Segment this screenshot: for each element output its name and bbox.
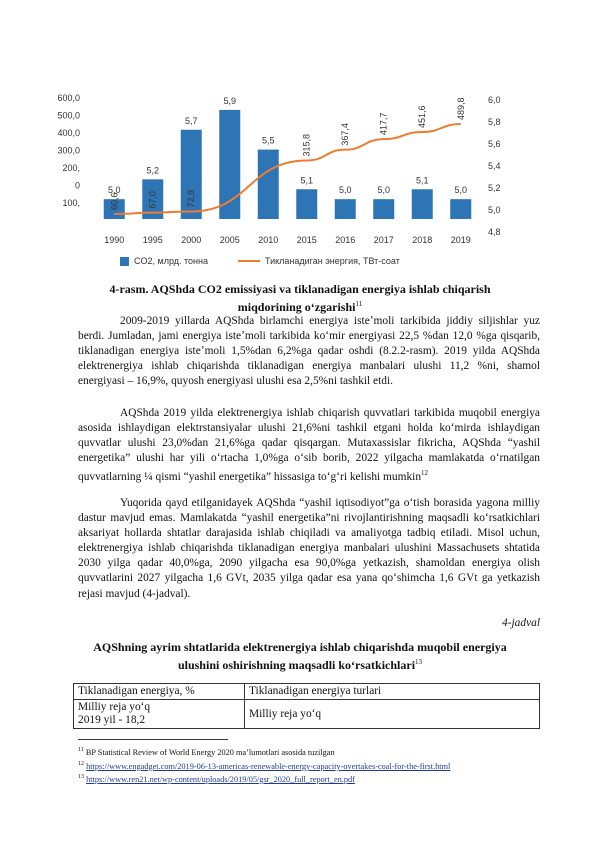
chart-bar	[258, 150, 279, 219]
line-series-renewable	[114, 124, 461, 214]
y-right-tick-label: 5,2	[488, 183, 501, 193]
y-left-tick-label: 100,	[62, 198, 80, 208]
bar-data-label: 5,0	[338, 185, 352, 196]
x-tick-label: 2010	[258, 235, 279, 245]
bar-data-label: 5,9	[223, 95, 237, 106]
y-left-tick-label: 300,0	[57, 145, 80, 156]
x-tick-label: 1995	[142, 235, 163, 245]
y-left-tick-label: 200,	[62, 163, 80, 173]
table-row	[74, 700, 540, 729]
footnote-number: 13	[78, 774, 84, 780]
chart-bar	[373, 199, 394, 219]
bar-data-label: 5,5	[261, 135, 275, 146]
line-data-label: 417,7	[378, 112, 389, 136]
figure-caption	[80, 282, 520, 315]
chart-bar	[450, 199, 471, 219]
x-tick-label: 2015	[296, 235, 317, 245]
targets-table	[73, 683, 540, 729]
paragraph-2-ref: 12	[421, 469, 429, 478]
bar-data-label: 5,0	[107, 185, 121, 196]
table-header-row	[74, 684, 540, 700]
x-tick-label: 2018	[412, 235, 433, 245]
line-data-label: 60,6	[109, 192, 120, 210]
y-left-tick-label: 500,0	[57, 110, 80, 121]
footnote-12	[78, 759, 548, 772]
paragraph-3	[78, 496, 540, 602]
x-tick-label: 2017	[373, 235, 394, 245]
combo-chart	[40, 82, 560, 252]
y-left-tick-label: 400,0	[57, 128, 80, 138]
x-tick-label: 2005	[219, 235, 240, 245]
legend-item-co2	[120, 256, 208, 266]
bar-data-label: 5,0	[454, 185, 468, 196]
table-header-cell: Tiklanadigan energiya, %	[74, 684, 245, 700]
bar-data-label: 5,0	[377, 185, 391, 196]
footnote-link[interactable]: https://www.ren21.net/wp-content/uploads/2019/05/gsr_2020_full_report_en.pdf	[86, 774, 355, 784]
y-right-tick-label: 4,8	[488, 227, 501, 237]
line-data-label: 489,8	[455, 97, 466, 120]
line-data-label: 451,6	[417, 105, 428, 129]
table-title	[80, 640, 520, 673]
bar-data-label: 5,1	[300, 175, 314, 186]
x-tick-label: 1990	[104, 235, 125, 245]
chart	[40, 82, 560, 282]
footnote-13	[78, 772, 548, 785]
legend-label-co2: CO2, млрд. тонна	[134, 256, 208, 266]
chart-bar	[335, 199, 356, 219]
x-tick-label: 2016	[335, 235, 356, 245]
footnote-number: 11	[78, 747, 84, 753]
figure-caption-text: 4-rasm. AQShda CO2 emissiyasi va tiklanadigan energiya ishlab chiqarish miqdorining oʻzgarishi	[109, 282, 491, 314]
footnote-number: 12	[78, 761, 84, 767]
chart-bar	[296, 189, 317, 219]
line-data-label: 367,4	[340, 123, 351, 146]
legend-item-renewable	[238, 256, 400, 266]
line-data-label: 72,8	[186, 189, 197, 208]
chart-bar	[219, 110, 240, 219]
table-title-ref: 13	[415, 658, 423, 666]
footnote-text: BP Statistical Review of World Energy 2020 maʼlumotlari asosida tuzilgan	[85, 747, 335, 757]
y-right-tick-label: 6,0	[488, 95, 501, 105]
figure-caption-ref: 11	[355, 300, 363, 308]
y-right-tick-label: 5,6	[488, 139, 501, 149]
y-right-tick-label: 5,4	[488, 161, 501, 171]
paragraph-1	[78, 314, 540, 389]
table-cell-line: 2019 yil - 18,2	[78, 714, 146, 726]
x-tick-label: 2000	[181, 235, 202, 245]
paragraph-2	[78, 406, 540, 485]
paragraph-2-text: AQShda 2019 yilda elektrenergiya ishlab chiqarish quvvatlari tarkibida muqobil energiya asosida ishlaydigan elektrstansiyalar ulushi 21,6%ni tashkil etgani holda koʻmirda ishlaydigan quvvatlar ulushi 23,0%dan 21,6%ga qadar qisqargan. Mutaxassislar fikricha, AQShda “yashil energetika” ulushi har yili oʻrtacha 1,0%ga oʻsib borib, 2022 yilgacha mamlakatda oʻrnatilgan quvvatlarning ¼ qismi “yashil energetika” hissasiga toʻgʻri kelishi mumkin	[78, 407, 540, 484]
y-left-tick-label: 600,0	[57, 93, 80, 103]
y-right-tick-label: 5,8	[488, 117, 501, 127]
line-data-label: 67,0	[147, 191, 158, 209]
legend-swatch-line	[238, 260, 260, 262]
line-data-label: 315,8	[301, 133, 312, 157]
footnote-11	[78, 745, 548, 758]
legend-swatch-bar	[120, 257, 129, 266]
x-tick-label: 2019	[450, 235, 471, 245]
paragraph-3-text: Yuqorida qayd etilganidayek AQShda “yashil iqtisodiyot”ga oʻtish borasida yagona milliy dastur mavjud emas. Mamlakatda “yashil energetika”ni rivojlantirishning maqsadli koʻrsatkichlari aksariyat hollarda shtatlar darajasida ishlab chiqiladi va amaliyotga tadbiq etiladi. Misol uchun, elektrenergiya ishlab chiqarishda tiklanadigan energiya manbalari ulushini Massachusets shtatida 2030 yilga qadar 40,0%ga, 2090 yilgacha esa 90,0%ga yetkazish, shamoldan energiya olish quvvatlarini 2027 yilgacha 1,6 GVt, 2035 yilga qadar esa yana qoʻshimcha 1,6 GVt ga yetkazish rejasi mavjud (4-jadval).	[78, 497, 540, 600]
chart-legend	[120, 256, 400, 266]
table-cell	[74, 700, 245, 729]
legend-label-renewable: Тикланадиган энергия, ТВт-соат	[264, 256, 400, 266]
table-header-cell: Tiklanadigan energiya turlari	[245, 684, 540, 700]
bar-data-label: 5,7	[184, 115, 198, 126]
bar-data-label: 5,1	[415, 175, 429, 186]
paragraph-1-text: 2009-2019 yillarda AQShda birlamchi energiya isteʼmoli tarkibida jiddiy siljishlar yuz berdi. Jumladan, jami energiya isteʼmoli tarkibida koʻmir energiyasi 22,5 %dan 12,0 %ga qisqarib, tiklanadigan energiya isteʼmoli 1,5%dan 6,2%ga qadar oshdi (8.2.2-rasm). 2019 yilda AQShda elektrenergiya ishlab chiqarishda tiklanadigan energiya manbalari ulushi 11,2 %ni, shamol energiyasi – 16,9%, quyosh energiyasi ulushi esa 2,5%ni tashkil etdi.	[78, 315, 540, 388]
chart-bar	[412, 189, 433, 219]
footnote-link[interactable]: https://www.engadget.com/2019-06-13-americas-renewable-energy-capacity-overtakes-coal-for-the-first.html	[86, 761, 451, 771]
table-tag: 4-jadval	[502, 617, 540, 629]
table-cell-line: Milliy reja yoʻq	[78, 701, 151, 713]
y-right-tick-label: 5,0	[488, 205, 501, 215]
footnote-separator	[78, 739, 228, 740]
table-title-text: AQShning ayrim shtatlarida elektrenergiya ishlab chiqarishda muqobil energiya ulushini oshirishning maqsadli koʻrsatkichlari	[93, 640, 507, 672]
bar-data-label: 5,2	[146, 165, 160, 176]
y-left-tick-label: 0	[74, 180, 80, 191]
table-cell: Milliy reja yoʻq	[245, 700, 540, 729]
